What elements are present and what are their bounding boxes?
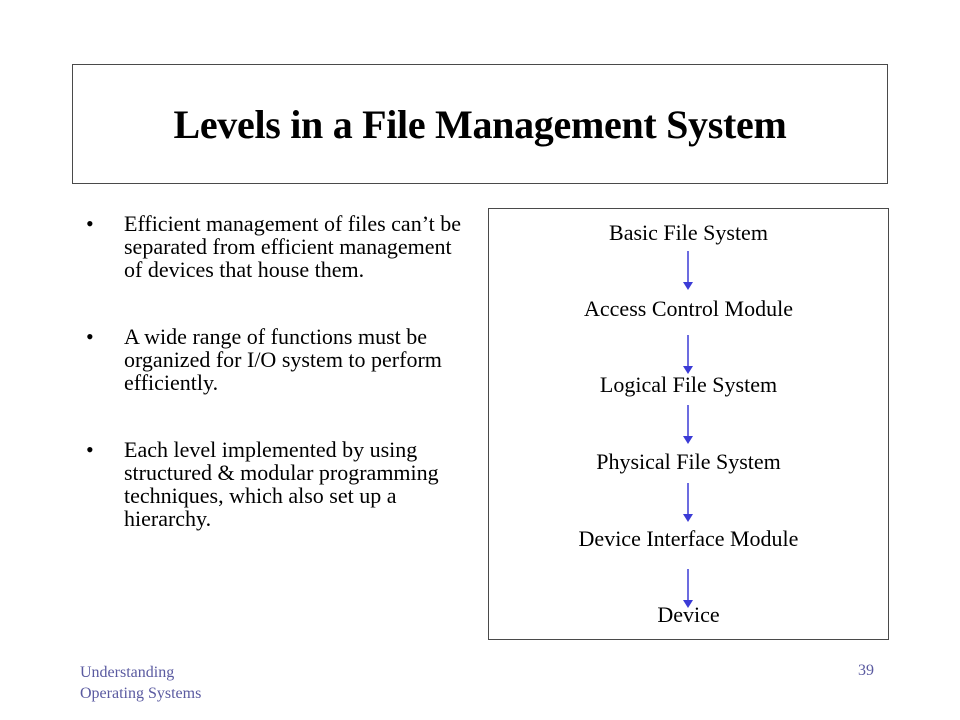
level-device-interface-module: Device Interface Module <box>578 526 799 551</box>
hierarchy-diagram <box>488 208 889 640</box>
down-arrow-icon <box>680 483 696 523</box>
bullet-icon: • <box>86 437 94 462</box>
slide-title: Levels in a File Management System <box>173 101 787 147</box>
bullet-icon: • <box>86 324 94 349</box>
level-physical-file-system: Physical File System <box>596 449 781 474</box>
bullet-list <box>82 212 472 574</box>
level-logical-file-system: Logical File System <box>599 372 778 397</box>
bullet-item <box>82 325 472 394</box>
level-basic-file-system: Basic File System <box>609 220 768 245</box>
footer-course-line2: Operating Systems <box>80 685 202 702</box>
page-number: 39 <box>858 662 874 679</box>
down-arrow-icon <box>680 405 696 445</box>
bullet-item <box>82 438 472 530</box>
bullet-text: Efficient management of files can’t be separated from efficient management of devices that house them. <box>124 211 461 282</box>
title-box <box>72 64 888 184</box>
bullet-text: Each level implemented by using structured & modular programming techniques, which also set up a hierarchy. <box>124 437 439 531</box>
bullet-item <box>82 212 472 281</box>
bullet-icon: • <box>86 211 94 236</box>
level-access-control-module: Access Control Module <box>584 296 793 321</box>
footer-course-title <box>80 662 201 704</box>
footer-course-line1: Understanding <box>80 664 175 681</box>
down-arrow-icon <box>680 251 696 291</box>
down-arrow-icon <box>680 335 696 375</box>
level-device: Device <box>657 602 720 627</box>
bullet-text: A wide range of functions must be organized for I/O system to perform efficiently. <box>124 324 442 395</box>
